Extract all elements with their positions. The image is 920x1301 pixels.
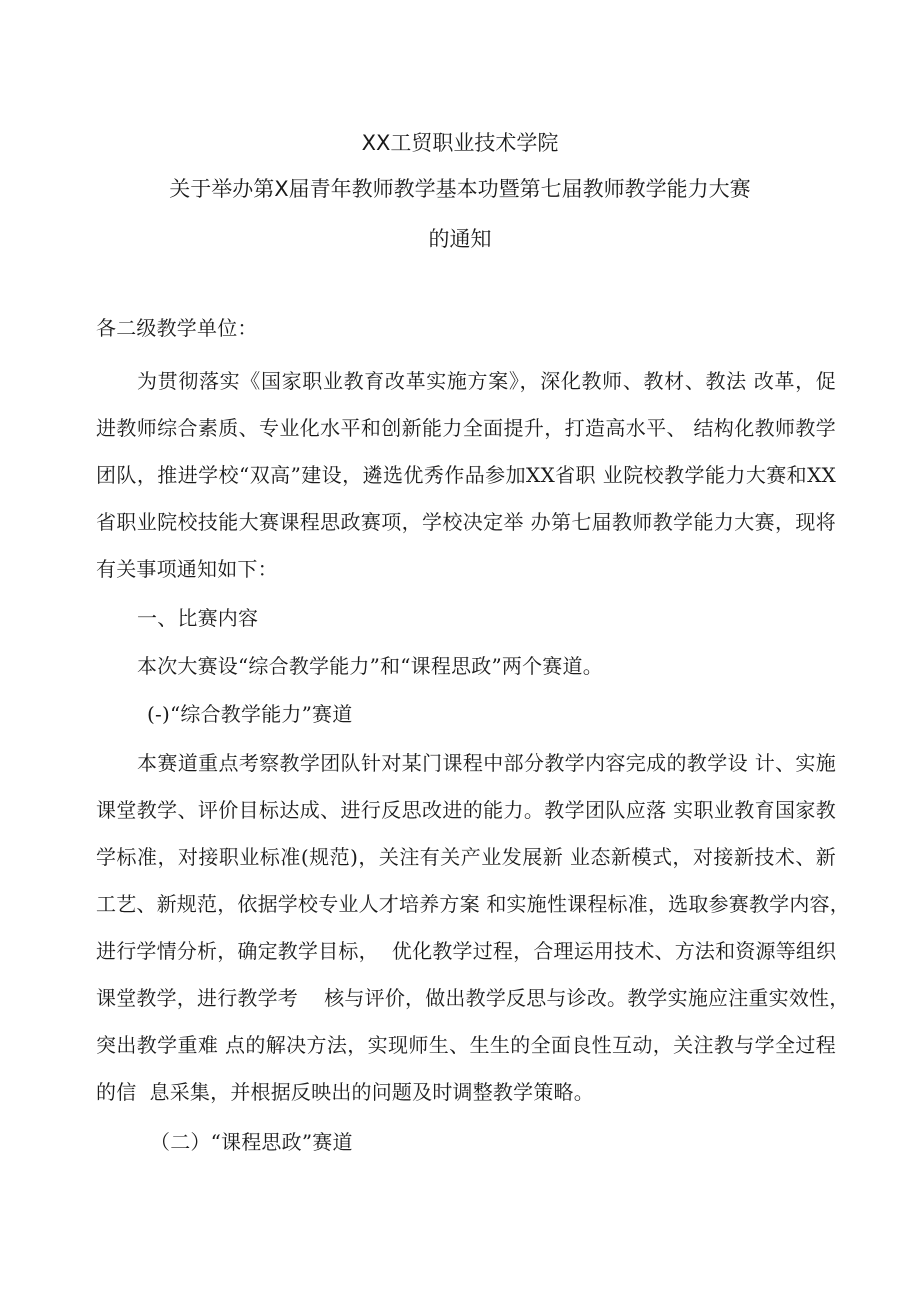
addressee: 各二级教学单位： [96,316,258,340]
subsection-heading: (-)“综合教学能力”赛道 [147,702,353,726]
paragraph-line: 的信 息采集，并根据反映出的问题及时调整教学策略。 [96,1080,594,1104]
intro-line: 进教师综合素质、专业化水平和创新能力全面提升，打造高水平、 结构化教师教学 [96,416,836,440]
intro-line: 为贯彻落实《国家职业教育改革实施方案》，深化教师、教材、教法 改革，促 [137,369,836,393]
notice-title-line-1: 关于举办第X届青年教师教学基本功暨第七届教师教学能力大赛 [169,177,751,201]
paragraph-line: 课堂教学、评价目标达成、进行反思改进的能力。教学团队应落 实职业教育国家教 [96,798,836,822]
section-summary: 本次大赛设“综合教学能力”和“课程思政”两个赛道。 [137,654,603,678]
notice-title-line-2: 的通知 [428,227,492,251]
paragraph-line: 突出教学重难 点的解决方法，实现师生、生生的全面良性互动，关注教与学全过程 [96,1033,836,1057]
paragraph-line: 课堂教学，进行教学考 核与评价，做出教学反思与诊改。教学实施应注重实效性， [96,986,850,1010]
intro-line: 有关事项通知如下： [96,557,278,581]
paragraph-line: 学标准，对接职业标准(规范)，关注有关产业发展新 业态新模式，对接新技术、新 [96,845,836,869]
subsection-heading: （二）“课程思政”赛道 [150,1130,353,1154]
institution-name: XX工贸职业技术学院 [361,131,559,155]
intro-line: 省职业院校技能大赛课程思政赛项，学校决定举 办第七届教师教学能力大赛，现将 [96,510,836,534]
paragraph-line: 工艺、新规范，依据学校专业人才培养方案 和实施性课程标准，选取参赛教学内容， [96,892,850,916]
paragraph-line: 本赛道重点考察教学团队针对某门课程中部分教学内容完成的教学设 计、实施 [137,751,836,775]
section-heading: 一、比赛内容 [137,606,259,630]
intro-line: 团队，推进学校“双高”建设，遴选优秀作品参加XX省职 业院校教学能力大赛和XX [96,463,836,487]
paragraph-line: 进行学情分析，确定教学目标， 优化教学过程，合理运用技术、方法和资源等组织 [96,939,837,963]
